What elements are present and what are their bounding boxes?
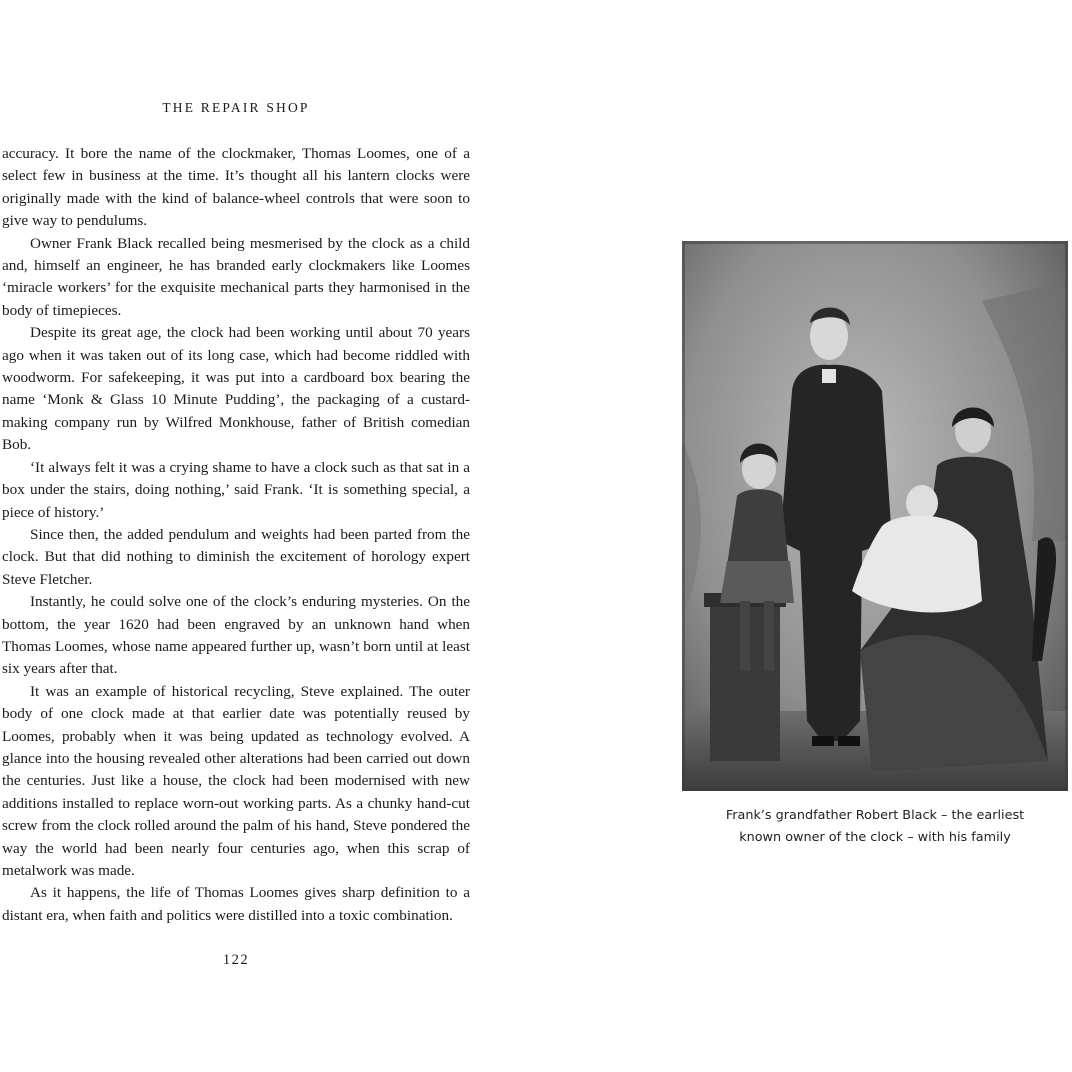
paragraph: As it happens, the life of Thomas Loomes gives sharp definition to a distant era, when faith and politics were distilled into a toxic combination. (2, 884, 470, 924)
family-photograph (682, 241, 1068, 791)
paragraph: It was an example of historical recycling, Steve explained. The outer body of one clock made at that earlier date was potentially reused by Loomes, probably when it was being updated as technology evolved. A glance into the housing revealed other alterations had been carried out down the centuries. Just like a house, the clock had been modernised with new additions installed to replace worn-out working parts. As a chunky hand-cut screw from the clock rolled around the palm of his hand, Steve pondered the way the world had been nearly four centuries ago, when this scrap of metalwork was made. (2, 682, 470, 879)
paragraph: Instantly, he could solve one of the clock’s enduring mysteries. On the bottom, the year 1620 had been engraved by an unknown hand when Thomas Loomes, whose name appeared further up, wasn’t born until at least six years after that. (2, 593, 470, 678)
running-head: THE REPAIR SHOP (162, 100, 310, 115)
body-text (2, 143, 470, 927)
family-photograph-image (682, 241, 1068, 791)
caption-line: known owner of the clock – with his family (739, 830, 1011, 845)
paragraph: Despite its great age, the clock had been working until about 70 years ago when it was taken out of its long case, which had become riddled with woodworm. For safekeeping, it was put into a cardboard box bearing the name ‘Monk & Glass 10 Minute Pudding’, the packaging of a custard-making company run by Wilfred Monkhouse, father of British comedian Bob. (2, 324, 470, 454)
paragraph: Since then, the added pendulum and weights had been parted from the clock. But that did nothing to diminish the excitement of horology expert Steve Fletcher. (2, 525, 470, 588)
paragraph: ‘It always felt it was a crying shame to have a clock such as that sat in a box under the stairs, doing nothing,’ said Frank. ‘It is something special, a piece of history.’ (2, 458, 470, 521)
figure-caption (682, 805, 1068, 849)
paragraph: accuracy. It bore the name of the clockmaker, Thomas Loomes, one of a select few in business at the time. It’s thought all his lantern clocks were originally made with the kind of balance-wheel controls that were soon to give way to pendulums. (2, 145, 470, 230)
page-number: 122 (222, 952, 250, 968)
caption-line: Frank’s grandfather Robert Black – the earliest (725, 808, 1025, 823)
paragraph: Owner Frank Black recalled being mesmerised by the clock as a child and, himself an engineer, he has branded early clockmakers like Loomes ‘miracle workers’ for the exquisite mechanical parts they harmonised in the body of timepieces. (2, 234, 470, 319)
